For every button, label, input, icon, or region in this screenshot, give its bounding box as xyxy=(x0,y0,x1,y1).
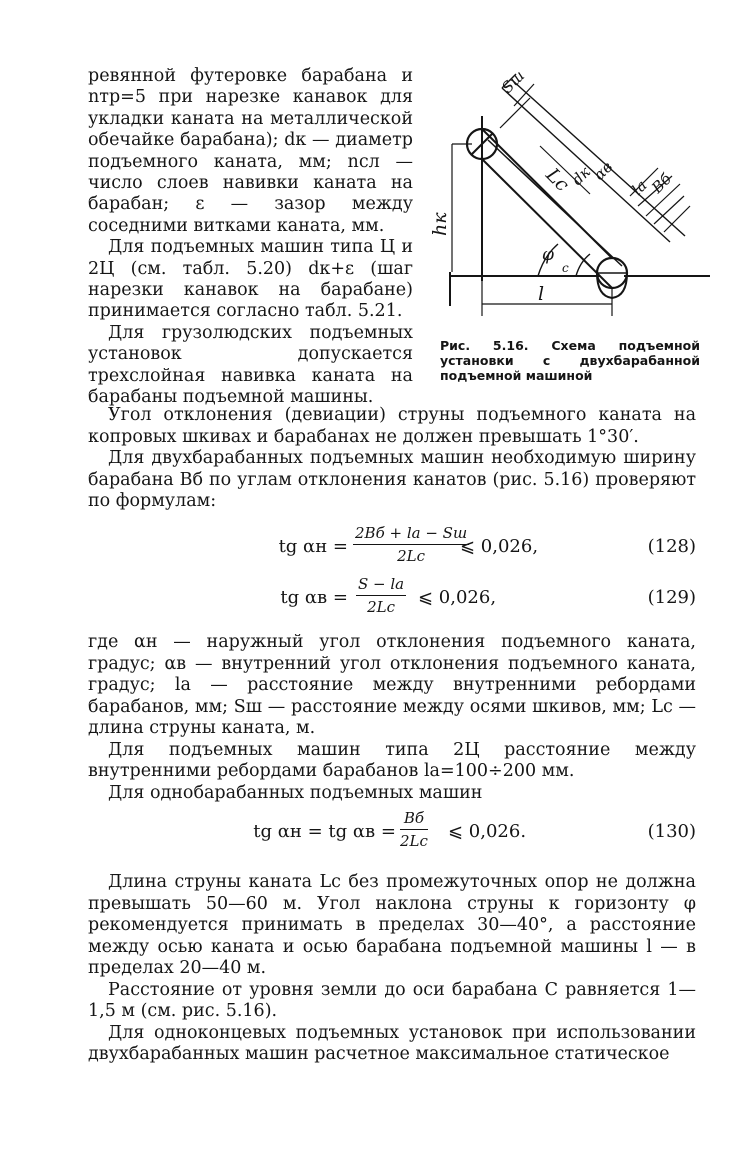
text-block-after xyxy=(88,632,696,804)
formula-fraction xyxy=(353,522,469,567)
formula-number: (130) xyxy=(647,821,696,842)
paragraph: Угол отклонения (девиации) струны подъемного каната на копровых шкивах и барабанах не должен превышать 1°30′. xyxy=(88,405,696,447)
label-h-k: hк xyxy=(429,212,451,236)
formula-lhs: tg αн = xyxy=(278,536,348,557)
label-s-sh: Sш xyxy=(498,66,529,97)
formula-130 xyxy=(88,807,696,861)
label-lc: Lc xyxy=(541,163,574,196)
label-d-k: dк xyxy=(568,162,594,189)
paragraph: ревянной футеровке барабана и nтр=5 при нарезке канавок для укладки каната на металлической обечайке барабана); dк — диаметр подъемного каната, мм; nсл — число слоев навивки каната на барабан; ε — зазор между соседними витками каната, мм. xyxy=(88,66,413,236)
formula-129 xyxy=(88,573,696,627)
formula-denominator: 2Lc xyxy=(397,547,426,565)
formula-rhs: ⩽ 0,026. xyxy=(448,821,527,842)
left-text-column xyxy=(88,66,413,409)
figure-caption: Рис. 5.16. Схема подъемной установки с двухбарабанной подъемной машиной xyxy=(440,338,700,383)
label-b-b: Bб xyxy=(648,169,676,197)
formula-denominator: 2Lc xyxy=(367,598,396,616)
hoist-diagram xyxy=(429,66,720,346)
formula-number: (128) xyxy=(647,536,696,557)
formula-numerator: 2Bб + la − Sш xyxy=(353,522,469,545)
paragraph: Для подъемных машин типа Ц и 2Ц (см. табл. 5.20) dк+ε (шаг нарезки канавок на барабане) принимается согласно табл. 5.21. xyxy=(88,237,413,322)
formula-numerator: S − la xyxy=(356,573,406,596)
formula-numerator: Bб xyxy=(400,807,428,830)
paragraph: Расстояние от уровня земли до оси барабана C равняется 1—1,5 м (см. рис. 5.16). xyxy=(88,979,696,1021)
paragraph: Для одноконцевых подъемных установок при использовании двухбарабанных машин расчетное максимальное статическое xyxy=(88,1022,696,1064)
label-c: c xyxy=(562,261,569,275)
formula-fraction xyxy=(400,807,428,852)
label-l-a: la xyxy=(628,176,651,199)
formula-lhs: tg αв = xyxy=(280,587,348,608)
formula-denominator: 2Lc xyxy=(400,832,428,850)
paragraph: Для подъемных машин типа 2Ц расстояние между внутренними ребордами барабанов la=100÷200 мм. xyxy=(88,739,696,781)
label-phi: φ xyxy=(542,245,554,265)
formula-rhs: ⩽ 0,026, xyxy=(460,536,539,557)
text-block-mid xyxy=(88,405,696,513)
label-l: l xyxy=(538,283,545,305)
formula-rhs: ⩽ 0,026, xyxy=(418,587,497,608)
paragraph: Для однобарабанных подъемных машин xyxy=(108,782,483,803)
formula-fraction xyxy=(356,573,406,618)
text-block-end xyxy=(88,872,696,1066)
paragraph: Для двухбарабанных подъемных машин необходимую ширину барабана Bб по углам отклонения канатов (рис. 5.16) проверяют по формулам: xyxy=(88,448,696,511)
paragraph: Для грузолюдских подъемных установок допускается трехслойная навивка каната на барабаны подъемной машины. xyxy=(88,322,413,408)
label-alpha-v: αв xyxy=(590,157,617,184)
formula-number: (129) xyxy=(647,587,696,608)
paragraph: где αн — наружный угол отклонения подъемного каната, градус; αв — внутренний угол отклонения подъемного каната, градус; la — расстояние между внутренними ребордами барабанов, мм; Sш — расстояние между осями шкивов, мм; Lc — длина струны каната, м. xyxy=(88,632,696,738)
paragraph: Длина струны каната Lc без промежуточных опор не должна превышать 50—60 м. Угол наклона струны к горизонту φ рекомендуется принимать в пределах 30—40°, а расстояние между осью каната и осью барабана подъемной машины l — в пределах 20—40 м. xyxy=(88,872,696,978)
formula-128 xyxy=(88,522,696,576)
formula-lhs: tg αн = tg αв = xyxy=(253,821,396,842)
